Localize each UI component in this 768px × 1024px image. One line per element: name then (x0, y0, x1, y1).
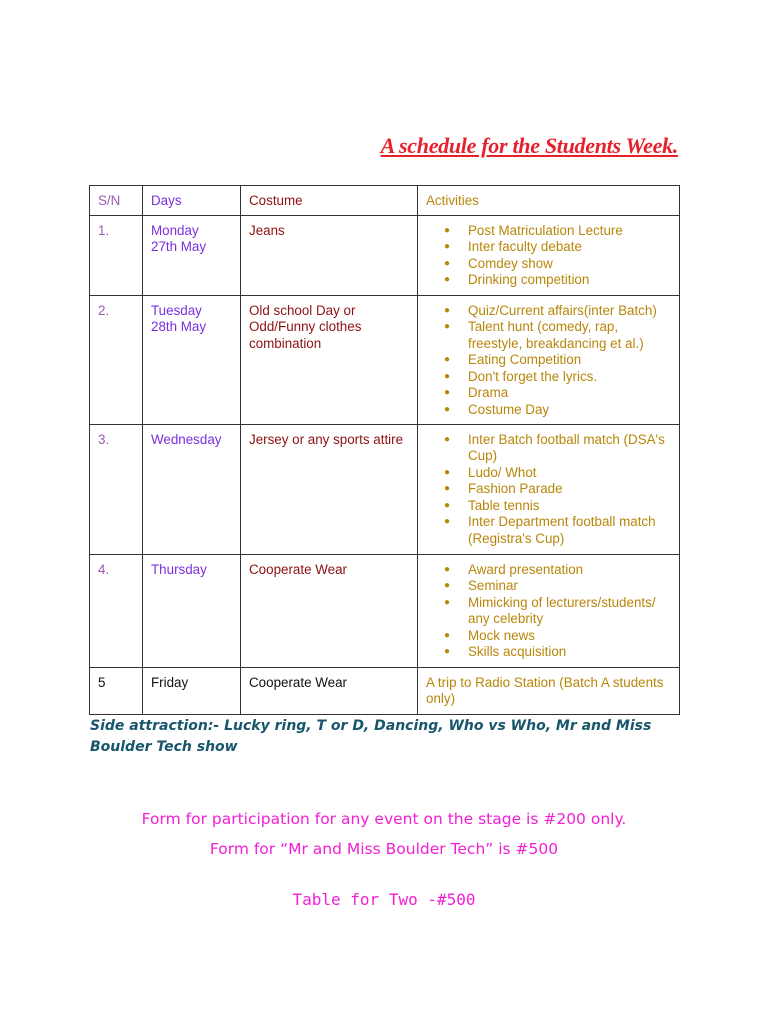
activity-item: ● Quiz/Current affairs(inter Batch) (468, 303, 673, 320)
table-row (90, 424, 680, 554)
row-activities (418, 554, 680, 667)
activity-item: ● Eating Competition (468, 352, 673, 369)
table-row (90, 554, 680, 667)
header-activities: Activities (418, 186, 680, 216)
row-costume: Old school Day or Odd/Funny clothes combination (241, 295, 418, 424)
row-day (143, 215, 241, 295)
table-row (90, 295, 680, 424)
activity-item: ● Drinking competition (468, 272, 673, 289)
row-costume: Cooperate Wear (241, 554, 418, 667)
activity-item: ● Skills acquisition (468, 644, 673, 661)
activity-item: ● Costume Day (468, 402, 673, 419)
page-title: A schedule for the Students Week. (380, 133, 678, 158)
activity-item: ● Fashion Parade (468, 481, 673, 498)
day-name: Monday (151, 222, 199, 238)
activity-item: ● Drama (468, 385, 673, 402)
activity-item: ● Inter Department football match (Registra's Cup) (468, 514, 673, 547)
row-sn: 4. (90, 554, 143, 667)
activity-list (426, 223, 673, 289)
activity-item: ● Award presentation (468, 562, 673, 579)
activity-item: ● Mock news (468, 628, 673, 645)
day-date: 28th May (151, 319, 207, 334)
table-row (90, 215, 680, 295)
row-costume: Cooperate Wear (241, 667, 418, 714)
header-sn: S/N (90, 186, 143, 216)
activity-item: ● Don't forget the lyrics. (468, 369, 673, 386)
table-for-two-text: Table for Two -#500 (292, 890, 476, 909)
row-sn: 2. (90, 295, 143, 424)
day-name: Thursday (151, 561, 207, 577)
activity-item: ● Inter faculty debate (468, 239, 673, 256)
row-activities (418, 295, 680, 424)
day-name: Friday (151, 674, 189, 690)
row-sn: 1. (90, 215, 143, 295)
activity-item: ● Mimicking of lecturers/students/ any celebrity (468, 595, 673, 628)
row-day (143, 295, 241, 424)
activity-item: ● Ludo/ Whot (468, 465, 673, 482)
activity-item: ● Comdey show (468, 256, 673, 273)
row-costume: Jersey or any sports attire (241, 424, 418, 554)
form-fees (0, 804, 768, 864)
table-row (90, 667, 680, 714)
activity-item: ● Seminar (468, 578, 673, 595)
header-days: Days (143, 186, 241, 216)
row-activities (418, 424, 680, 554)
schedule-table (89, 185, 680, 715)
row-day (143, 424, 241, 554)
activity-list (426, 432, 673, 548)
activity-list (426, 303, 673, 419)
day-name: Tuesday (151, 302, 202, 318)
row-day (143, 667, 241, 714)
row-costume: Jeans (241, 215, 418, 295)
day-name: Wednesday (151, 431, 222, 447)
form-participation-text: Form for participation for any event on the stage is #200 only. (141, 810, 627, 828)
table-header-row (90, 186, 680, 216)
header-costume: Costume (241, 186, 418, 216)
row-sn: 5 (90, 667, 143, 714)
activity-list (426, 562, 673, 661)
activity-item: ● Table tennis (468, 498, 673, 515)
side-attraction-text: Side attraction:- Lucky ring, T or D, Dancing, Who vs Who, Mr and Miss Boulder Tech show (90, 718, 652, 755)
row-activities: A trip to Radio Station (Batch A students only) (418, 667, 680, 714)
row-sn: 3. (90, 424, 143, 554)
activity-item: ● Talent hunt (comedy, rap, freestyle, breakdancing et al.) (468, 319, 673, 352)
row-activities (418, 215, 680, 295)
day-date: 27th May (151, 239, 207, 254)
activity-item: ● Inter Batch football match (DSA's Cup) (468, 432, 673, 465)
activity-item: ● Post Matriculation Lecture (468, 223, 673, 240)
row-day (143, 554, 241, 667)
form-mr-miss-text: Form for “Mr and Miss Boulder Tech” is #500 (209, 840, 559, 858)
